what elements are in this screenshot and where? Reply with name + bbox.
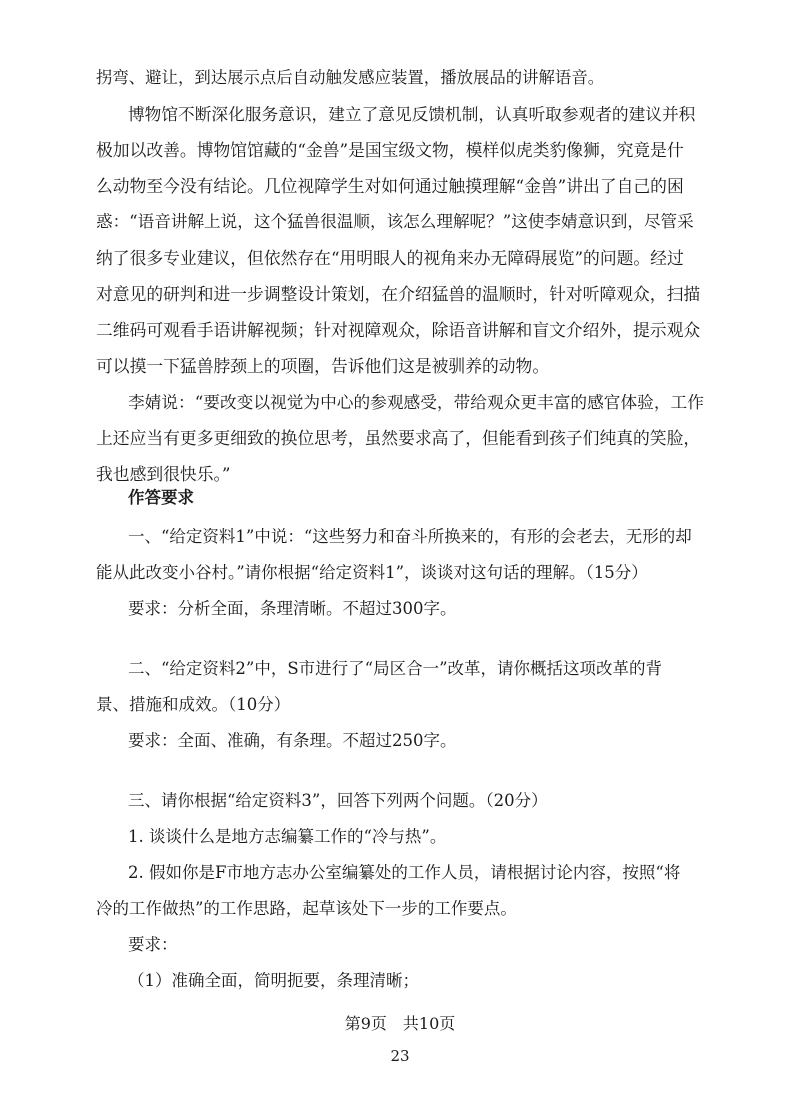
question-3-requirement-1: （1）准确全面，简明扼要，条理清晰； bbox=[128, 971, 419, 990]
question-3-line-1: 三、请你根据“给定资料3”，回答下列两个问题。（20分） bbox=[128, 791, 548, 810]
paragraph-1-line-1: 拐弯、避让，到达展示点后自动触发感应装置，播放展品的讲解语音。 bbox=[96, 68, 605, 87]
paragraph-2-line-2: 极加以改善。博物馆馆藏的“金兽”是国宝级文物，模样似虎类豹像狮，究竟是什 bbox=[96, 140, 684, 160]
question-1-line-1: 一、“给定资料1”中说：“这些努力和奋斗所换来的，有形的会老去，无形的却 bbox=[128, 527, 692, 546]
paragraph-2-line-8: 可以摸一下猛兽脖颈上的项圈，告诉他们这是被驯养的动物。 bbox=[96, 356, 550, 376]
paragraph-2-line-6: 对意见的研判和进一步调整设计策划，在介绍猛兽的温顺时，针对听障观众，扫描 bbox=[96, 284, 701, 304]
paragraph-3-line-3: 我也感到很快乐。” bbox=[96, 464, 231, 484]
question-3-subquestion-2-line-1: 2. 假如你是F市地方志办公室编纂处的工作人员，请根据讨论内容，按照“将 bbox=[128, 863, 681, 882]
question-3-subquestion-2-line-2: 冷的工作做热”的工作思路，起草该处下一步的工作要点。 bbox=[96, 899, 517, 918]
paragraph-2-line-7: 二维码可观看手语讲解视频；针对视障观众，除语音讲解和盲文介绍外，提示观众 bbox=[96, 320, 701, 340]
question-2-line-1: 二、“给定资料2”中，S市进行了“局区合一”改革，请你概括这项改革的背 bbox=[128, 659, 663, 678]
page-footer-info: 第9页 共10页 bbox=[344, 1014, 456, 1033]
requirements-heading: 作答要求 bbox=[128, 488, 194, 507]
question-1-line-2: 能从此改变小谷村。”请你根据“给定资料1”，谈谈对这句话的理解。（15分） bbox=[96, 563, 648, 582]
question-2-line-2: 景、措施和成效。（10分） bbox=[96, 695, 291, 714]
paragraph-3-line-2: 上还应当有更多更细致的换位思考，虽然要求高了，但能看到孩子们纯真的笑脸， bbox=[96, 428, 701, 448]
question-3-subquestion-1: 1. 谈谈什么是地方志编纂工作的“冷与热”。 bbox=[128, 827, 447, 846]
paragraph-2-line-3: 么动物至今没有结论。几位视障学生对如何通过触摸理解“金兽”讲出了自己的困 bbox=[96, 176, 684, 196]
paragraph-2-line-1: 博物馆不断深化服务意识，建立了意见反馈机制，认真听取参观者的建议并积 bbox=[128, 104, 696, 124]
question-1-requirement: 要求：分析全面，条理清晰。不超过300字。 bbox=[128, 599, 457, 618]
question-3-requirement-label: 要求： bbox=[128, 935, 178, 954]
paragraph-3-line-1: 李婧说：“要改变以视觉为中心的参观感受，带给观众更丰富的感官体验，工作 bbox=[128, 392, 704, 412]
question-2-requirement: 要求：全面、准确，有条理。不超过250字。 bbox=[128, 731, 457, 750]
paragraph-2-line-5: 纳了很多专业建议，但依然存在“用明眼人的视角来办无障碍展览”的问题。经过 bbox=[96, 248, 684, 268]
page-number: 23 bbox=[390, 1047, 410, 1065]
paragraph-2-line-4: 惑：“语音讲解上说，这个猛兽很温顺，该怎么理解呢？”这使李婧意识到，尽管采 bbox=[96, 212, 694, 231]
